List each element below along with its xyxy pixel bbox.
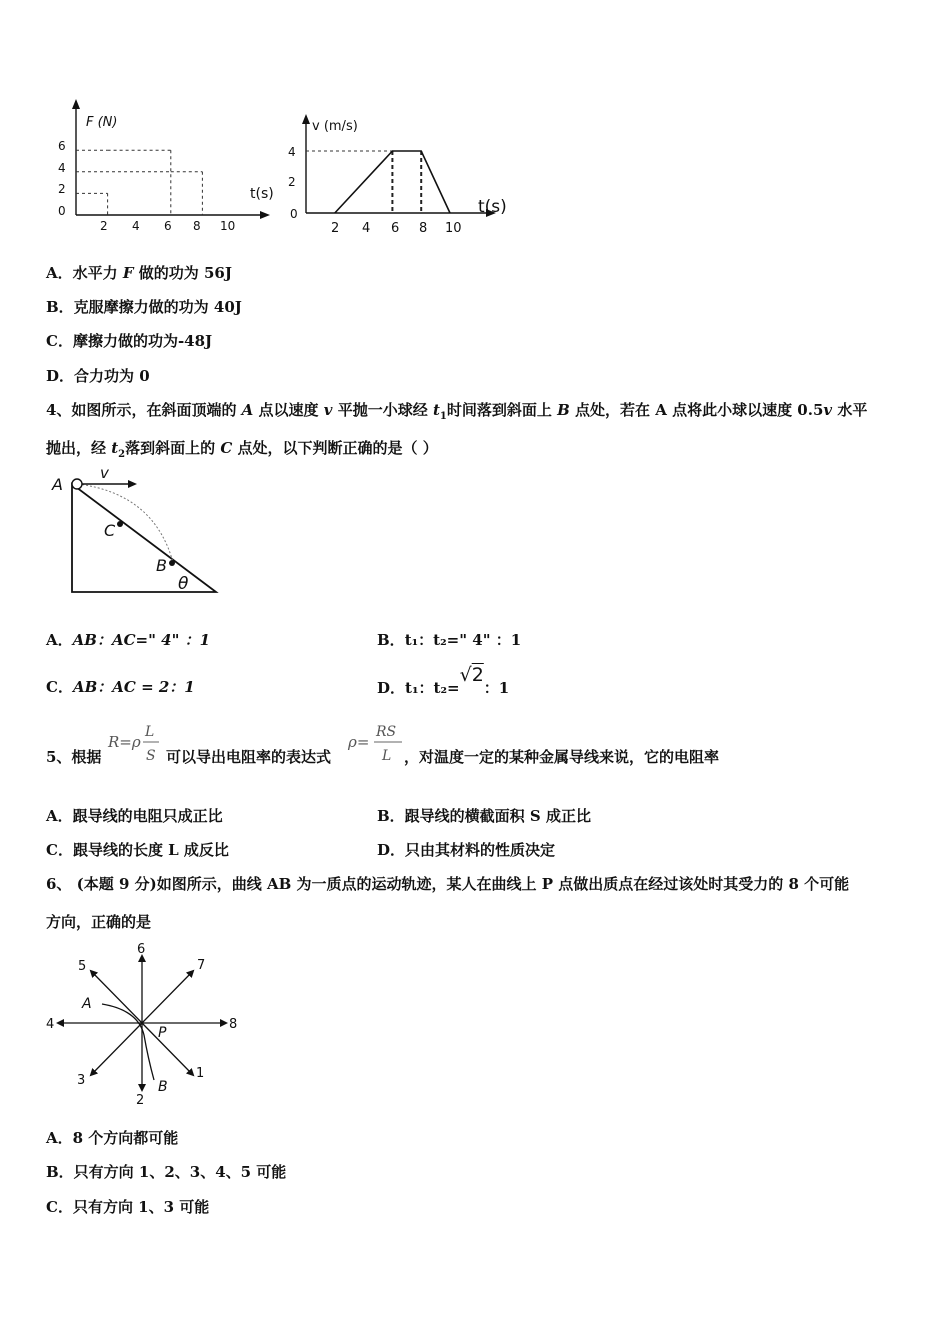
- force-xtick: 6: [164, 219, 172, 233]
- force-ytick: 4: [58, 161, 66, 175]
- q5-suffix: ，对温度一定的某种金属导线来说，它的电阻率: [404, 748, 720, 766]
- q5-middle: 可以导出电阻率的表达式: [166, 748, 332, 766]
- svg-text:R=ρ: R=ρ: [108, 733, 141, 751]
- q6-stem-line1: 6、 (本题 9 分)如图所示，曲线 AB 为一质点的运动轨迹，某人在曲线上 P 点做出质点在经过该处时其受力的 8 个可能: [46, 875, 850, 893]
- svg-text:L: L: [145, 724, 155, 740]
- q5-option-b[interactable]: B．跟导线的横截面积 S 成正比: [377, 807, 591, 825]
- label-A: A: [52, 475, 63, 494]
- q3-option-d[interactable]: D．合力功为 0: [46, 367, 150, 385]
- svg-text:S: S: [146, 748, 156, 764]
- velocity-time-axis-label: t(s): [478, 197, 507, 217]
- dir-label-6: 6: [137, 942, 146, 957]
- svg-text:RS: RS: [376, 724, 397, 740]
- q6-option-b[interactable]: B．只有方向 1、2、3、4、5 可能: [46, 1163, 287, 1181]
- q4-option-b[interactable]: B．t₁：t₂=" 4" ：1: [377, 631, 522, 649]
- label-v: v: [100, 466, 109, 482]
- velocity-xtick: 6: [391, 221, 400, 236]
- q5-prefix: 5、根据: [46, 748, 102, 766]
- q3-option-a[interactable]: [46, 262, 232, 283]
- option-text: 水平力: [72, 264, 123, 282]
- q5-option-a[interactable]: A．跟导线的电阻只成正比: [46, 807, 223, 825]
- velocity-xtick: 4: [362, 221, 371, 236]
- force-segments: [76, 150, 202, 215]
- q4-option-a[interactable]: A．AB：AC=" 4" ：1: [46, 631, 211, 649]
- q4-stem-line2: 抛出，经 $t_2$落到斜面上的 C 点处，以下判断正确的是（ ）: [46, 439, 438, 460]
- force-ytick: 2: [58, 182, 66, 196]
- incline-projectile-figure: [44, 466, 234, 601]
- q5-option-c[interactable]: C．跟导线的长度 L 成反比: [46, 841, 229, 859]
- velocity-axis-label: v (m/s): [312, 119, 358, 134]
- velocity-ytick: 2: [288, 175, 296, 189]
- velocity-line: [306, 151, 450, 213]
- q3-option-c[interactable]: C．摩擦力做的功为-48J: [46, 332, 213, 350]
- q4-option-d[interactable]: D．t₁：t₂=√2：1: [377, 664, 510, 697]
- curve-label-B: B: [158, 1079, 168, 1095]
- dir-label-2: 2: [136, 1093, 145, 1108]
- force-directions-figure: [42, 940, 242, 1110]
- force-ytick: 6: [58, 139, 66, 153]
- dir-label-7: 7: [197, 958, 206, 973]
- option-text: 做的功为 56J: [133, 264, 232, 282]
- dir-label-5: 5: [78, 959, 87, 974]
- q3-option-b[interactable]: B．克服摩擦力做的功为 40J: [46, 298, 242, 316]
- velocity-time-graph: [282, 108, 522, 243]
- velocity-xtick: 2: [331, 221, 340, 236]
- formula-resistivity: [346, 720, 406, 768]
- q5-option-d[interactable]: D．只由其材料的性质决定: [377, 841, 556, 859]
- force-time-axis-label: t(s): [250, 186, 274, 202]
- q4-stem-line1: 4、如图所示，在斜面顶端的 A 点以速度 v 平抛一小球经 $t_1$时间落到斜面上 B 点处，若在 A 点将此小球以速度 0.5v 水平: [46, 401, 868, 422]
- sqrt-radicand: 2: [471, 664, 484, 686]
- svg-text:L: L: [382, 748, 392, 764]
- curve-label-A: A: [82, 996, 92, 1012]
- force-xtick: 10: [220, 219, 236, 233]
- force-axis-label: F (N): [86, 115, 118, 130]
- q6-option-c[interactable]: C．只有方向 1、3 可能: [46, 1198, 210, 1216]
- svg-text:ρ=: ρ=: [348, 733, 370, 751]
- velocity-ytick: 4: [288, 145, 296, 159]
- q6-stem-line2: 方向，正确的是: [46, 913, 152, 931]
- force-time-graph: [40, 95, 290, 240]
- dir-label-3: 3: [77, 1073, 86, 1088]
- label-B: B: [156, 556, 167, 575]
- force-ytick: 0: [58, 204, 66, 218]
- q6-option-a[interactable]: A．8 个方向都可能: [46, 1129, 179, 1147]
- velocity-xtick: 10: [445, 221, 462, 236]
- dir-label-4: 4: [46, 1017, 55, 1032]
- option-letter: A．: [46, 264, 73, 282]
- point-label-P: P: [158, 1025, 167, 1041]
- label-theta: θ: [178, 574, 189, 594]
- formula-resistance: [106, 720, 168, 768]
- dir-label-1: 1: [196, 1066, 205, 1081]
- velocity-ytick: 0: [290, 207, 298, 221]
- option-var-F: F: [122, 264, 134, 282]
- q4-option-c[interactable]: C．AB：AC = 2：1: [46, 678, 195, 696]
- label-C: C: [104, 521, 116, 540]
- force-xtick: 8: [193, 219, 201, 233]
- force-xtick: 2: [100, 219, 108, 233]
- dir-label-8: 8: [229, 1017, 238, 1032]
- velocity-xtick: 8: [419, 221, 428, 236]
- force-xtick: 4: [132, 219, 140, 233]
